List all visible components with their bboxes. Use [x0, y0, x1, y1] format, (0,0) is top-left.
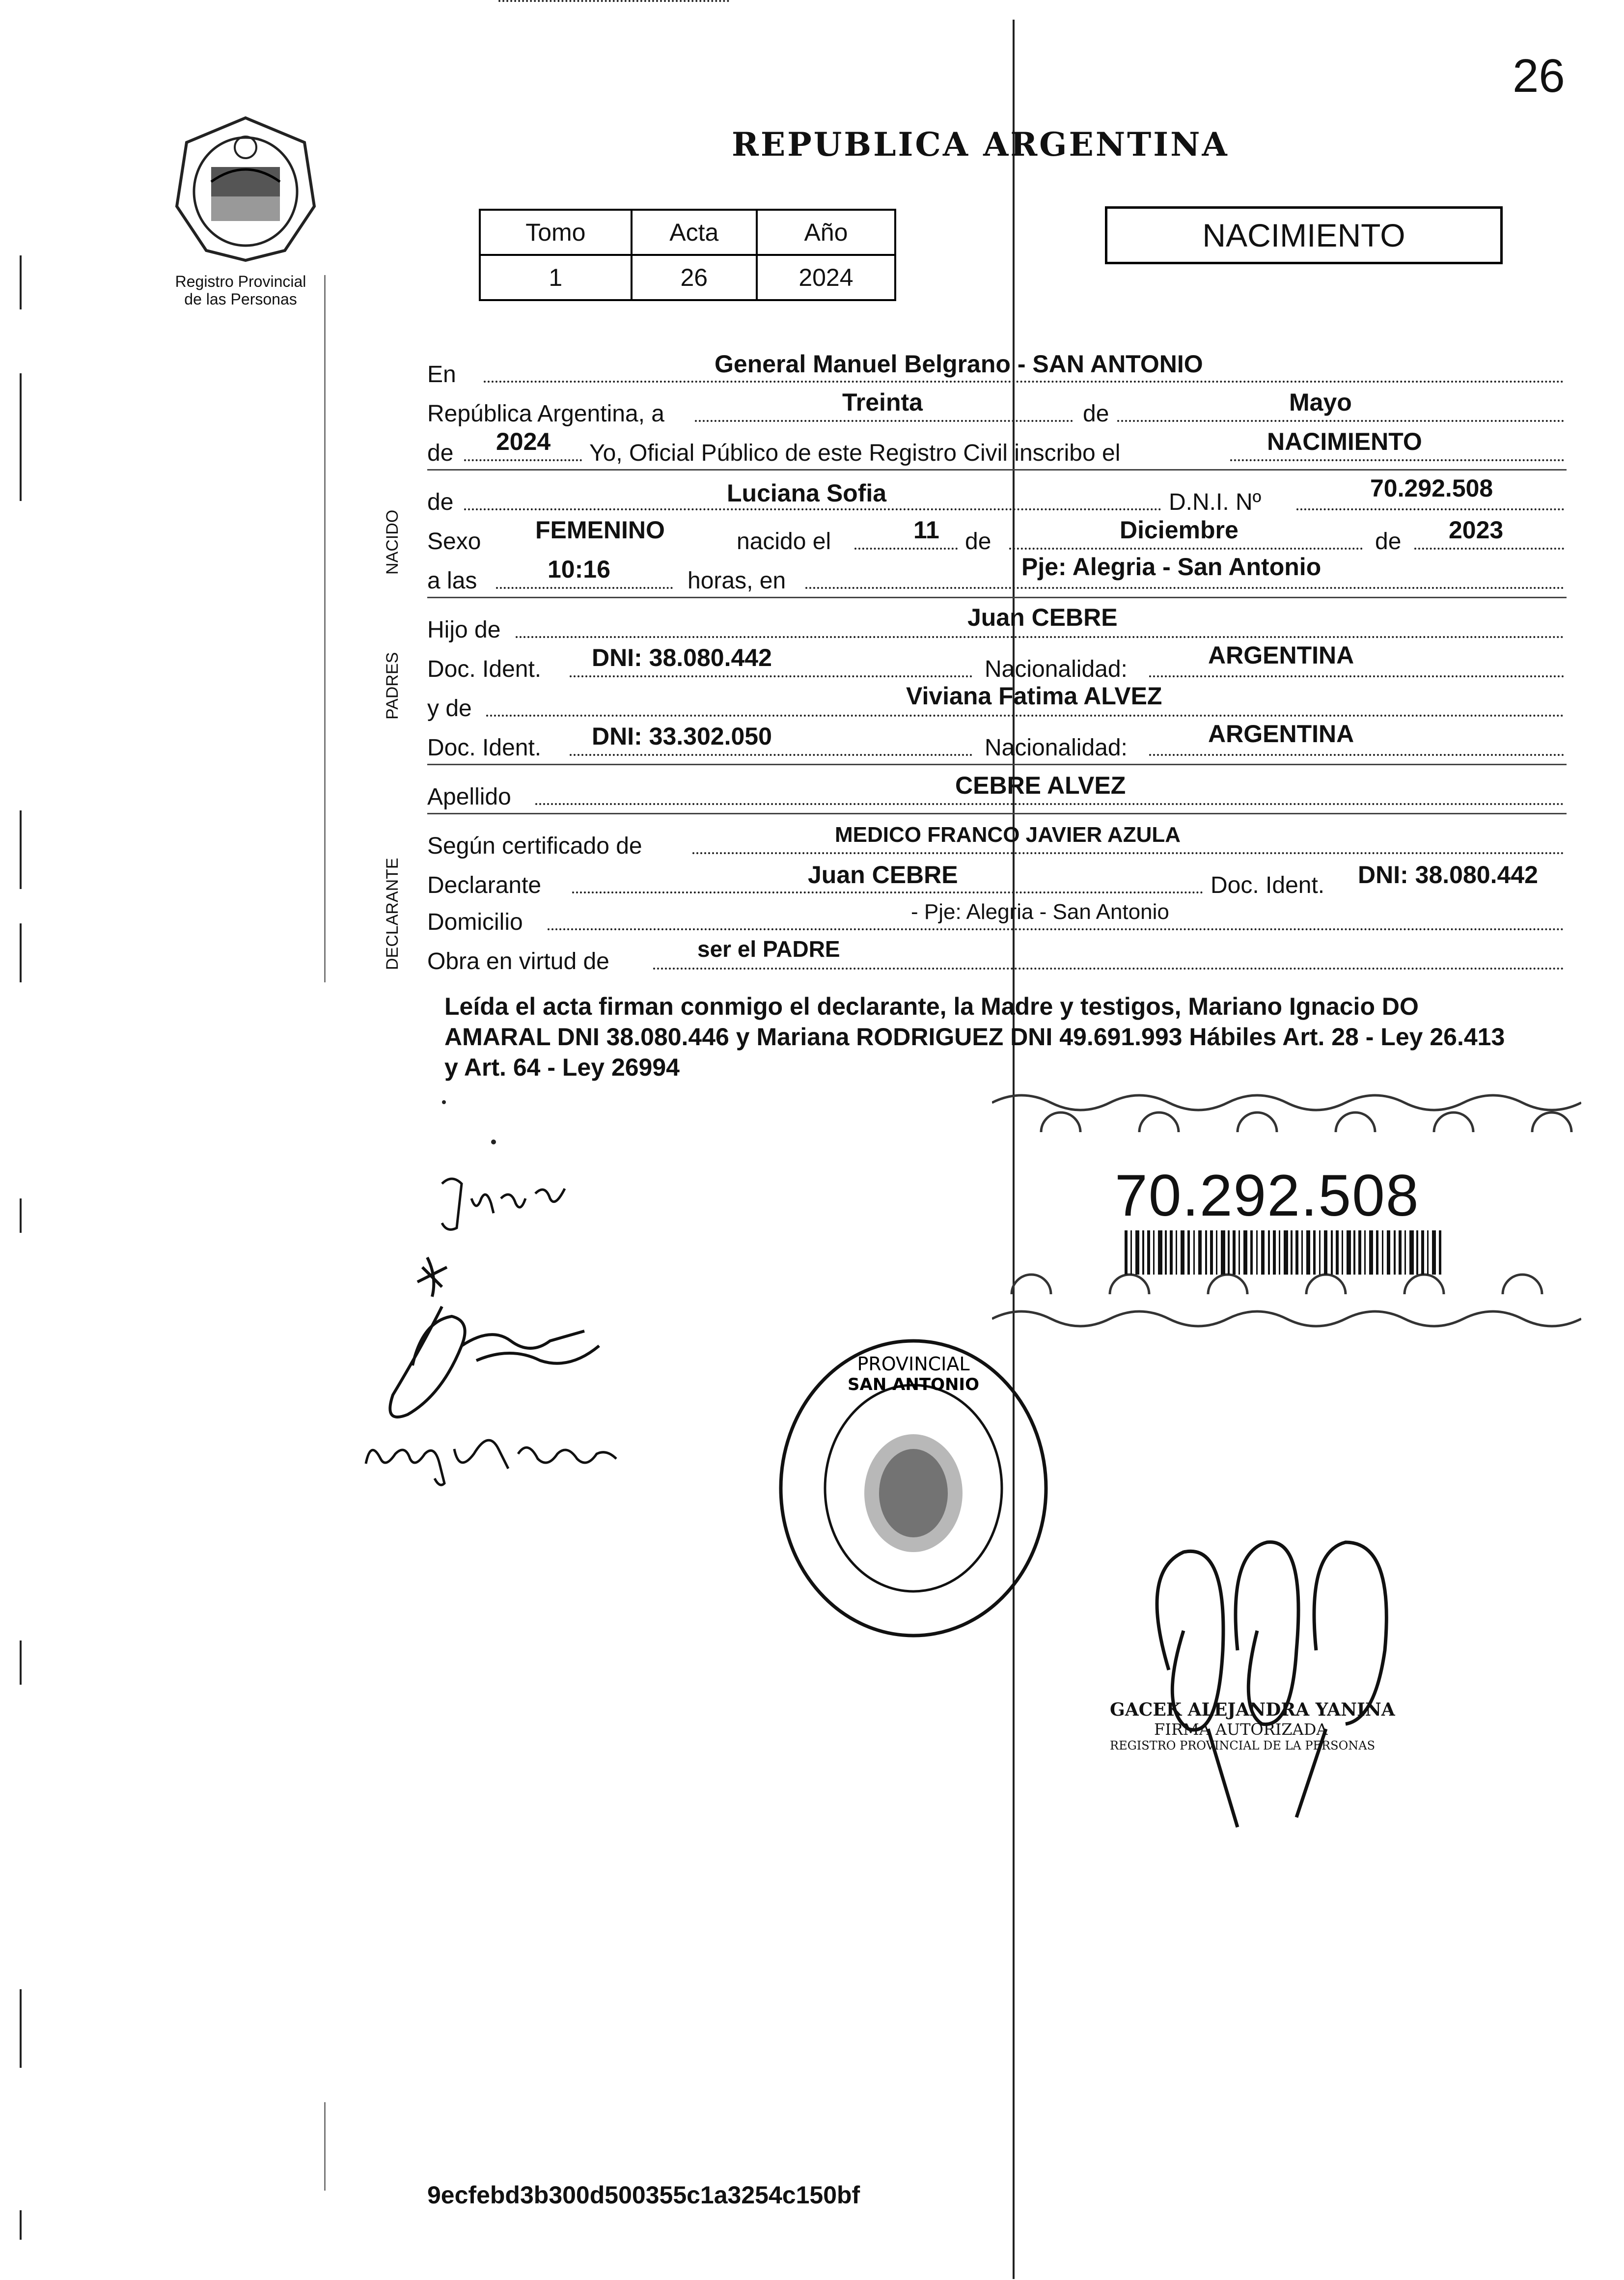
doc-ident-label-2: Doc. Ident.	[427, 735, 542, 761]
act-type-box	[1105, 206, 1503, 264]
de-label-2: de	[965, 528, 991, 555]
speck	[491, 1140, 496, 1144]
month-dots	[1117, 420, 1564, 422]
sexo-value: FEMENINO	[535, 516, 665, 544]
hijo-label: Hijo de	[427, 617, 501, 643]
mother-doc-dots	[570, 754, 972, 756]
register-header-acta: Acta	[632, 210, 757, 255]
registry-logo	[157, 108, 334, 270]
round-stamp	[766, 1331, 1061, 1645]
official-name: GACEK ALEJANDRA YANINA	[1110, 1699, 1395, 1720]
nacionalidad-label-2: Nacionalidad:	[985, 735, 1128, 761]
day-value: Treinta	[842, 389, 923, 416]
inscribo-value: NACIMIENTO	[1267, 428, 1422, 455]
side-label-padres: PADRES	[383, 652, 402, 720]
section-separator-3	[427, 764, 1567, 765]
signature-witness-icon	[361, 1419, 636, 1488]
official-office: REGISTRO PROVINCIAL DE LA PERSONAS	[1110, 1739, 1376, 1752]
place-dots	[805, 587, 1564, 589]
father-nat-dots	[1149, 675, 1564, 677]
father-dots	[516, 636, 1564, 638]
certificado-value: MEDICO FRANCO JAVIER AZULA	[835, 823, 1181, 847]
official-stamp-text	[1110, 1699, 1434, 1752]
signature-1	[432, 1169, 579, 1238]
header-title: REPUBLICA ARGENTINA	[732, 125, 1229, 164]
birth-place: Pje: Alegria - San Antonio	[1021, 553, 1321, 581]
declarante-dots	[572, 891, 1203, 893]
official-round-stamp-icon	[766, 1331, 1061, 1645]
birth-time: 10:16	[548, 556, 610, 583]
apellido-value: CEBRE ALVEZ	[955, 772, 1126, 799]
svg-text:PROVINCIAL: PROVINCIAL	[857, 1353, 970, 1375]
registry-caption: Registro Provincial de las Personas	[175, 273, 306, 308]
birth-year: 2023	[1449, 516, 1504, 544]
child-name: Luciana Sofia	[727, 479, 887, 507]
province-seal-icon	[157, 108, 334, 270]
mother-dots	[486, 715, 1564, 717]
margin-rule	[324, 275, 326, 982]
section-separator-2	[427, 597, 1567, 598]
obra-label: Obra en virtud de	[427, 948, 609, 974]
act-type-label: NACIMIENTO	[1202, 217, 1405, 253]
birth-month-dots	[1009, 548, 1363, 550]
closing-text: Leída el acta firman conmigo el declarante, la Madre y testigos, Mariano Ignacio DO AMARAL DNI 38.080.446 y Mariana RODRIGUEZ DNI 49.691.993 Hábiles Art. 28 - Ley 26.413 y Art. 64 - Ley 26994	[444, 993, 1505, 1081]
en-dots	[484, 381, 1564, 383]
dni-label: D.N.I. Nº	[1169, 489, 1262, 515]
y-de-label: y de	[427, 695, 472, 722]
de-label-3: de	[1375, 528, 1402, 555]
side-label-declarante: DECLARANTE	[383, 858, 402, 970]
republica-label: República Argentina, a	[427, 401, 664, 427]
domicilio-dots	[548, 928, 1564, 930]
decl-doc-label: Doc. Ident.	[1211, 872, 1325, 898]
birth-day: 11	[913, 516, 939, 544]
republica-dots	[695, 420, 1073, 422]
certificado-label: Según certificado de	[427, 833, 642, 859]
register-value-anio: 2024	[757, 255, 895, 300]
official-signature	[1110, 1523, 1454, 1837]
certificado-dots	[692, 852, 1564, 854]
year-dots	[464, 459, 582, 461]
register-value-tomo: 1	[480, 255, 632, 300]
mother-doc: DNI: 33.302.050	[592, 723, 772, 750]
inscribo-dots	[1230, 459, 1564, 461]
domicilio-value: - Pje: Alegria - San Antonio	[911, 900, 1169, 924]
month-value: Mayo	[1289, 389, 1352, 416]
register-table	[479, 209, 896, 301]
register-header-row	[480, 210, 895, 255]
name-dots	[464, 508, 1161, 510]
year-value: 2024	[496, 428, 551, 455]
birth-day-dots	[854, 548, 958, 550]
a-las-label: a las	[427, 568, 477, 594]
father-doc-dots	[570, 675, 972, 677]
signature-juror-icon	[432, 1169, 579, 1238]
father-doc: DNI: 38.080.442	[592, 644, 772, 671]
birth-month: Diciembre	[1120, 516, 1239, 544]
nacido-label: nacido el	[737, 528, 831, 555]
de-label-1: de	[1083, 401, 1109, 427]
doc-ident-label-1: Doc. Ident.	[427, 656, 542, 682]
decl-doc-value: DNI: 38.080.442	[1358, 861, 1538, 889]
signature-2	[363, 1248, 638, 1434]
hash-code: 9ecfebd3b300d500355c1a3254c150bf	[427, 2181, 860, 2209]
obra-dots	[653, 968, 1564, 970]
sexo-label: Sexo	[427, 528, 481, 555]
mother-nat-dots	[1149, 754, 1564, 756]
father-nat: ARGENTINA	[1208, 641, 1354, 669]
dni-dots	[1296, 508, 1564, 510]
speck	[442, 1100, 446, 1104]
horas-label: horas, en	[688, 568, 786, 594]
apellido-dots	[535, 803, 1564, 805]
time-dots	[496, 587, 673, 589]
register-header-tomo: Tomo	[480, 210, 632, 255]
en-value: General Manuel Belgrano - SAN ANTONIO	[715, 350, 1203, 378]
margin-rule-lower	[324, 2102, 326, 2191]
section-separator-1	[427, 469, 1567, 471]
birth-year-dots	[1414, 548, 1564, 550]
nacionalidad-label-1: Nacionalidad:	[985, 656, 1128, 682]
sexo-dots	[498, 0, 729, 2]
sticker-number: 70.292.508	[1115, 1163, 1420, 1228]
svg-text:SAN ANTONIO: SAN ANTONIO	[848, 1375, 979, 1394]
official-signature-icon	[1110, 1523, 1454, 1837]
mother-name: Viviana Fatima ALVEZ	[906, 682, 1162, 710]
side-label-nacido: NACIDO	[383, 509, 402, 575]
page-number: 26	[1513, 50, 1565, 102]
section-separator-4	[427, 813, 1567, 814]
register-value-row	[480, 255, 895, 300]
mother-nat: ARGENTINA	[1208, 720, 1354, 748]
declarante-value: Juan CEBRE	[808, 861, 958, 889]
left-margin-marks	[0, 0, 39, 2280]
obra-value: ser el PADRE	[697, 936, 840, 962]
signature-rodriguez	[361, 1419, 636, 1488]
declarante-label: Declarante	[427, 872, 542, 898]
register-header-anio: Año	[757, 210, 895, 255]
name-prefix: de	[427, 489, 454, 515]
father-name: Juan CEBRE	[967, 604, 1118, 631]
oficial-text: Yo, Oficial Público de este Registro Civil inscribo el	[589, 440, 1121, 466]
register-value-acta: 26	[632, 255, 757, 300]
en-label: En	[427, 361, 456, 388]
signature-large-icon	[363, 1248, 638, 1434]
domicilio-label: Domicilio	[427, 909, 523, 935]
child-dni: 70.292.508	[1370, 474, 1493, 502]
official-role: FIRMA AUTORIZADA	[1154, 1720, 1328, 1739]
apellido-label: Apellido	[427, 784, 511, 810]
year-prefix: de	[427, 440, 454, 466]
